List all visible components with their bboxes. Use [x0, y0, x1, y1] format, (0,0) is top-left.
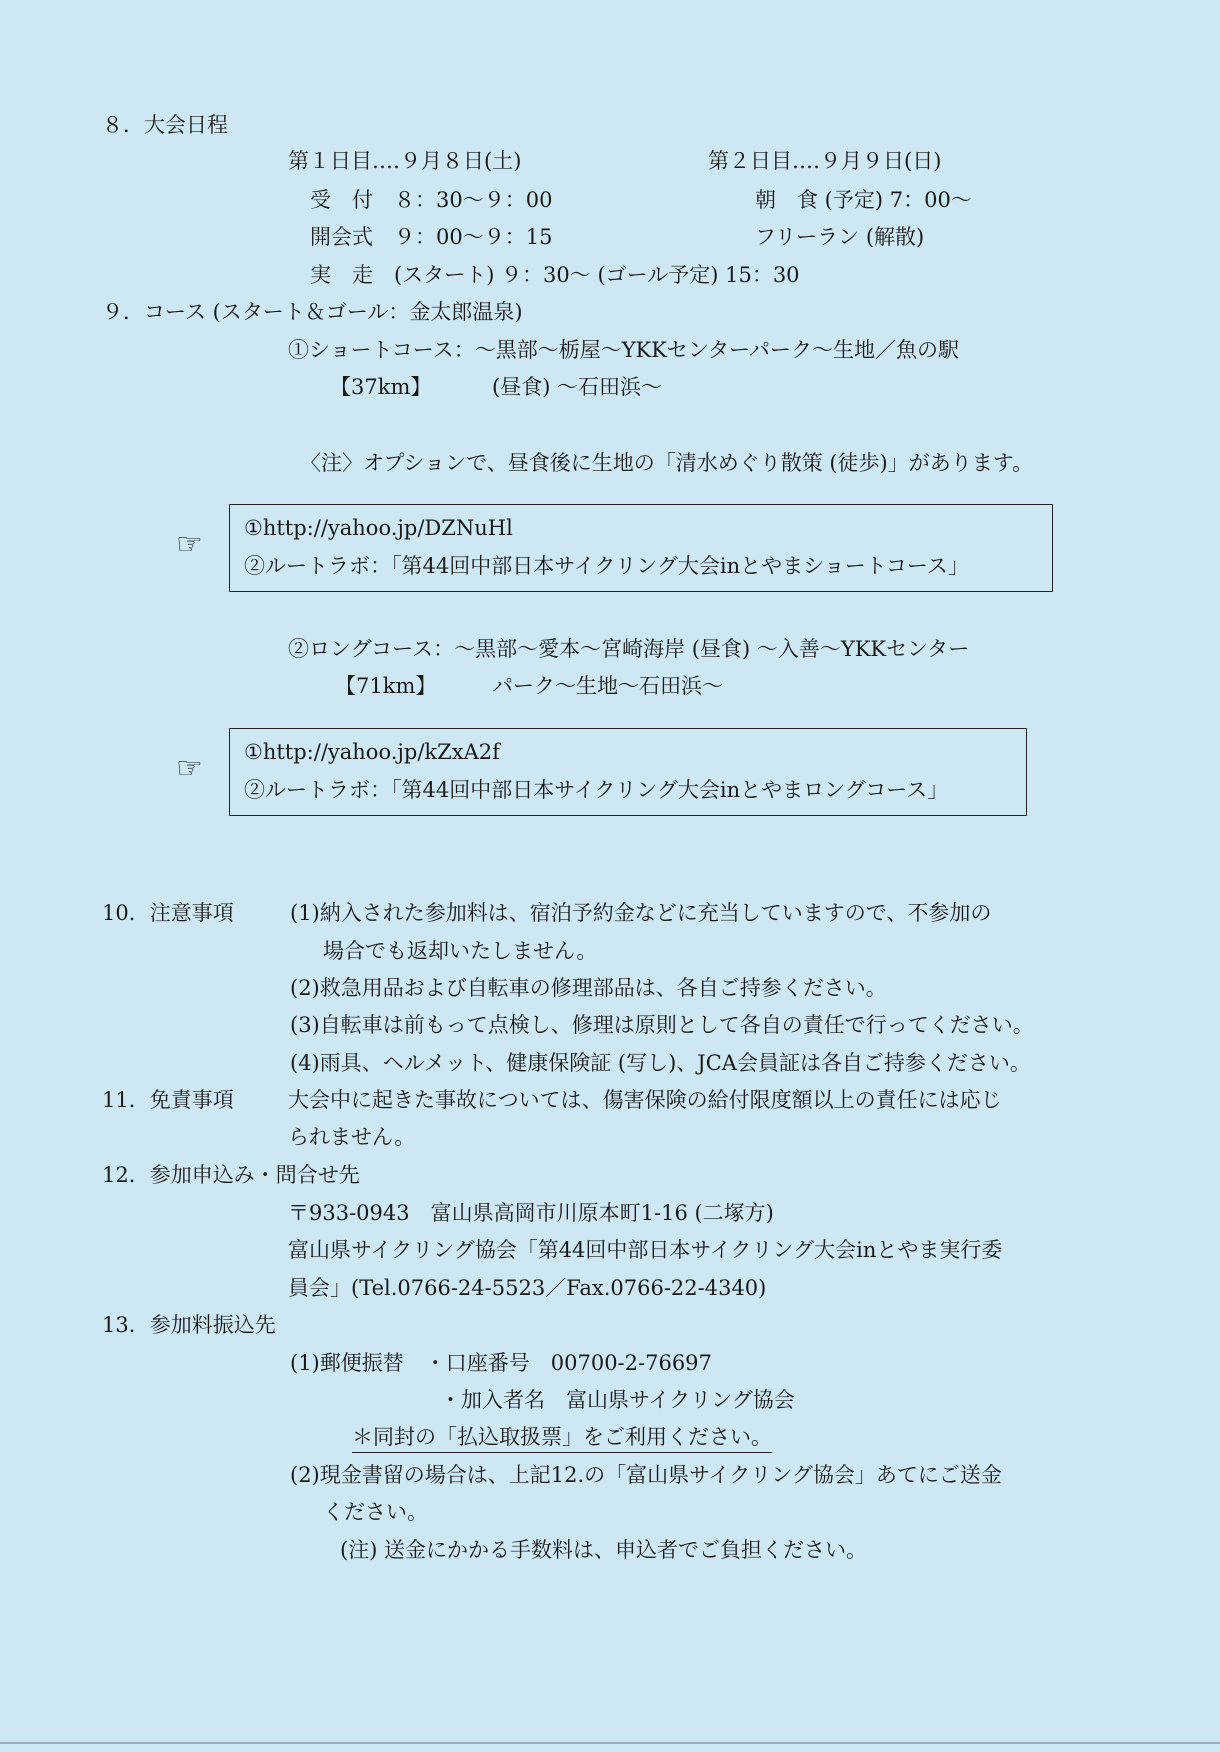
postal-transfer: (1)郵便振替 ・口座番号 00700-2-76697 [290, 1351, 712, 1375]
pointing-hand-icon-2: ☞ [176, 751, 203, 786]
short-course-line1: ①ショートコース：～黒部～栃屋～YKKセンターパーク～生地／魚の駅 [288, 338, 960, 362]
short-course-link-routelab[interactable]: ②ルートラボ：「第44回中部日本サイクリング大会inとやまショートコース」 [244, 554, 969, 578]
day1-reception: 受 付 ８：30～９：00 [310, 188, 553, 212]
notice-item4: (4)雨具、ヘルメット、健康保険証 (写し)、JCA会員証は各自ご持参ください。 [290, 1051, 1031, 1075]
long-course-link-routelab[interactable]: ②ルートラボ：「第44回中部日本サイクリング大会inとやまロングコース」 [244, 778, 949, 802]
section-9-heading: ９．コース (スタート＆ゴール：金太郎温泉) [102, 300, 523, 324]
payment-slip-note: ＊同封の「払込取扱票」をご利用ください。 [352, 1424, 772, 1453]
short-course-link-url[interactable]: ①http://yahoo.jp/DZNuHl [244, 516, 513, 540]
disclaimer-line1: 大会中に起きた事故については、傷害保険の給付限度額以上の責任には応じ [288, 1088, 1002, 1112]
disclaimer-line2: られません。 [288, 1125, 416, 1149]
long-course-link-box [229, 728, 1027, 816]
notice-item2: (2)救急用品および自転車の修理部品は、各自ご持参ください。 [290, 976, 887, 1000]
account-holder: ・加入者名 富山県サイクリング協会 [440, 1388, 795, 1412]
short-course-distance: 【37km】 [330, 375, 432, 399]
day1-header: 第１日目‥‥９月８日(土) [288, 149, 522, 173]
day2-breakfast: 朝 食 (予定) 7：00～ [755, 188, 972, 212]
contact-org-line2: 員会」(Tel.0766-24-5523／Fax.0766-22-4340) [288, 1276, 767, 1300]
option-note: 〈注〉オプションで、昼食後に生地の「清水めぐり散策 (徒歩)」があります。 [300, 451, 1034, 475]
fee-note: (注) 送金にかかる手数料は、申込者でご負担ください。 [340, 1538, 868, 1562]
day2-freerun: フリーラン (解散) [755, 225, 925, 249]
cash-registered-line2: ください。 [323, 1500, 428, 1524]
page-bottom-edge [0, 1742, 1220, 1744]
long-course-link-url[interactable]: ①http://yahoo.jp/kZxA2f [244, 740, 500, 764]
section-12-heading: 12．参加申込み・問合せ先 [102, 1163, 360, 1187]
section-13-heading: 13．参加料振込先 [102, 1313, 276, 1337]
pointing-hand-icon: ☞ [176, 527, 203, 562]
contact-address: 〒933-0943 富山県高岡市川原本町1-16 (二塚方) [288, 1201, 774, 1225]
contact-org-line1: 富山県サイクリング協会「第44回中部日本サイクリング大会inとやま実行委 [288, 1238, 1003, 1262]
cash-registered-line1: (2)現金書留の場合は、上記12.の「富山県サイクリング協会」あてにご送金 [290, 1463, 1002, 1487]
day1-ceremony: 開会式 ９：00～９：15 [310, 225, 553, 249]
long-course-line2: パーク～生地～石田浜～ [492, 674, 723, 698]
notice-item3: (3)自転車は前もって点検し、修理は原則として各自の責任で行ってください。 [290, 1013, 1034, 1037]
short-course-line2: (昼食) ～石田浜～ [492, 375, 663, 399]
notice-item1-line1: (1)納入された参加料は、宿泊予約金などに充当していますので、不参加の [290, 901, 992, 925]
long-course-line1: ②ロングコース：～黒部～愛本～宮崎海岸 (昼食) ～入善～YKKセンター [288, 637, 970, 661]
long-course-distance: 【71km】 [335, 674, 437, 698]
notice-item1-line2: 場合でも返却いたしません。 [323, 939, 598, 963]
section-8-heading: ８．大会日程 [102, 113, 228, 137]
day2-header: 第２日目‥‥９月９日(日) [708, 149, 942, 173]
section-11-heading: 11．免責事項 [102, 1088, 234, 1112]
short-course-link-box [229, 504, 1053, 592]
day1-run: 実 走 (スタート) ９：30～ (ゴール予定) 15：30 [310, 263, 800, 287]
section-10-heading: 10．注意事項 [102, 901, 234, 925]
